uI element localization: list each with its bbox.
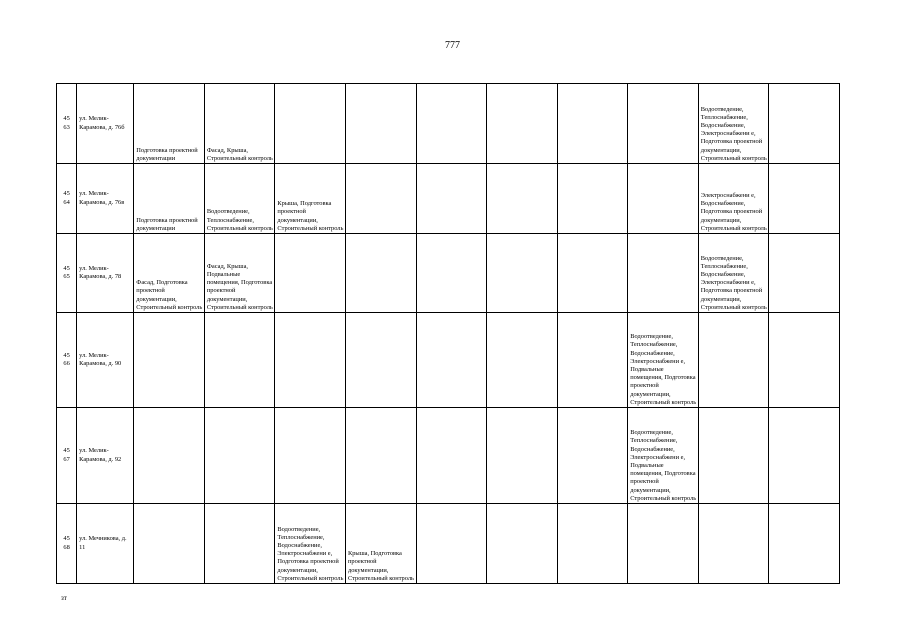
work-cell — [345, 408, 416, 504]
work-cell — [487, 84, 558, 164]
address-cell: ул. Мелик-Карамова, д. 92 — [77, 408, 134, 504]
work-cell — [416, 313, 487, 408]
work-cell — [275, 84, 346, 164]
footer-note: зт — [61, 594, 67, 602]
page-number: 777 — [445, 40, 460, 51]
work-cell — [275, 408, 346, 504]
work-cell — [204, 313, 275, 408]
work-cell — [416, 234, 487, 313]
work-cell — [134, 408, 205, 504]
work-cell — [557, 84, 628, 164]
work-cell — [698, 504, 769, 584]
work-cell — [557, 408, 628, 504]
work-cell — [345, 84, 416, 164]
work-cell: Фасад, Подготовка проектной документации, Строительный контроль — [134, 234, 205, 313]
work-cell — [416, 164, 487, 234]
work-cell — [487, 408, 558, 504]
work-cell — [557, 164, 628, 234]
work-cell — [698, 408, 769, 504]
work-cell — [345, 234, 416, 313]
work-cell — [487, 313, 558, 408]
address-cell: ул. Мелик-Карамова, д. 76в — [77, 164, 134, 234]
work-cell: Водоотведение, Теплоснабжение, Водоснабжение, Электроснабжени е, Подвальные помещения, Подготовка проектной документации, Строительный контроль — [628, 313, 699, 408]
work-cell — [487, 234, 558, 313]
work-cell — [698, 313, 769, 408]
works-schedule-table — [56, 83, 840, 584]
work-cell: Крыша, Подготовка проектной документации, Строительный контроль — [345, 504, 416, 584]
work-cell — [769, 408, 840, 504]
table-row — [57, 234, 840, 313]
address-cell: ул. Мелик-Карамова, д. 78 — [77, 234, 134, 313]
work-cell — [628, 84, 699, 164]
work-cell — [134, 504, 205, 584]
work-cell — [628, 164, 699, 234]
table-row — [57, 84, 840, 164]
work-cell: Водоотведение, Теплоснабжение, Строительный контроль — [204, 164, 275, 234]
work-cell — [416, 408, 487, 504]
work-cell: Подготовка проектной документации — [134, 84, 205, 164]
row-index-cell: 45 63 — [57, 84, 77, 164]
row-index-cell: 45 66 — [57, 313, 77, 408]
work-cell: Фасад, Крыша, Строительный контроль — [204, 84, 275, 164]
work-cell: Подготовка проектной документации — [134, 164, 205, 234]
table-row — [57, 313, 840, 408]
table-row — [57, 408, 840, 504]
work-cell — [204, 408, 275, 504]
work-cell — [628, 234, 699, 313]
work-cell — [769, 313, 840, 408]
work-cell — [628, 504, 699, 584]
work-cell — [416, 84, 487, 164]
row-index-cell: 45 64 — [57, 164, 77, 234]
work-cell — [275, 313, 346, 408]
work-cell — [416, 504, 487, 584]
row-index-cell: 45 68 — [57, 504, 77, 584]
work-cell: Водоотведение, Теплоснабжение, Водоснабжение, Электроснабжени е, Подготовка проектной документации, Строительный контроль — [275, 504, 346, 584]
work-cell — [345, 313, 416, 408]
address-cell: ул. Мелик-Карамова, д. 76б — [77, 84, 134, 164]
work-cell: Водоотведение, Теплоснабжение, Водоснабжение, Электроснабжени е, Подготовка проектной документации, Строительный контроль — [698, 84, 769, 164]
work-cell — [345, 164, 416, 234]
work-cell — [769, 234, 840, 313]
work-cell — [769, 84, 840, 164]
address-cell: ул. Мечникова, д. 11 — [77, 504, 134, 584]
row-index-cell: 45 65 — [57, 234, 77, 313]
address-cell: ул. Мелик-Карамова, д. 90 — [77, 313, 134, 408]
work-cell: Крыша, Подготовка проектной документации, Строительный контроль — [275, 164, 346, 234]
work-cell — [487, 164, 558, 234]
work-cell — [557, 504, 628, 584]
table-row — [57, 504, 840, 584]
table-row — [57, 164, 840, 234]
work-cell — [769, 164, 840, 234]
work-cell: Фасад, Крыша, Подвальные помещения, Подготовка проектной документации, Строительный контроль — [204, 234, 275, 313]
work-cell — [204, 504, 275, 584]
work-cell — [134, 313, 205, 408]
row-index-cell: 45 67 — [57, 408, 77, 504]
work-cell — [769, 504, 840, 584]
work-cell — [557, 234, 628, 313]
work-cell: Водоотведение, Теплоснабжение, Водоснабжение, Электроснабжени е, Подвальные помещения, Подготовка проектной документации, Строительный контроль — [628, 408, 699, 504]
work-cell: Водоотведение, Теплоснабжение, Водоснабжение, Электроснабжени е, Подготовка проектной документации, Строительный контроль — [698, 234, 769, 313]
work-cell: Электроснабжени е, Водоснабжение, Подготовка проектной документации, Строительный контроль — [698, 164, 769, 234]
work-cell — [275, 234, 346, 313]
work-cell — [557, 313, 628, 408]
work-cell — [487, 504, 558, 584]
